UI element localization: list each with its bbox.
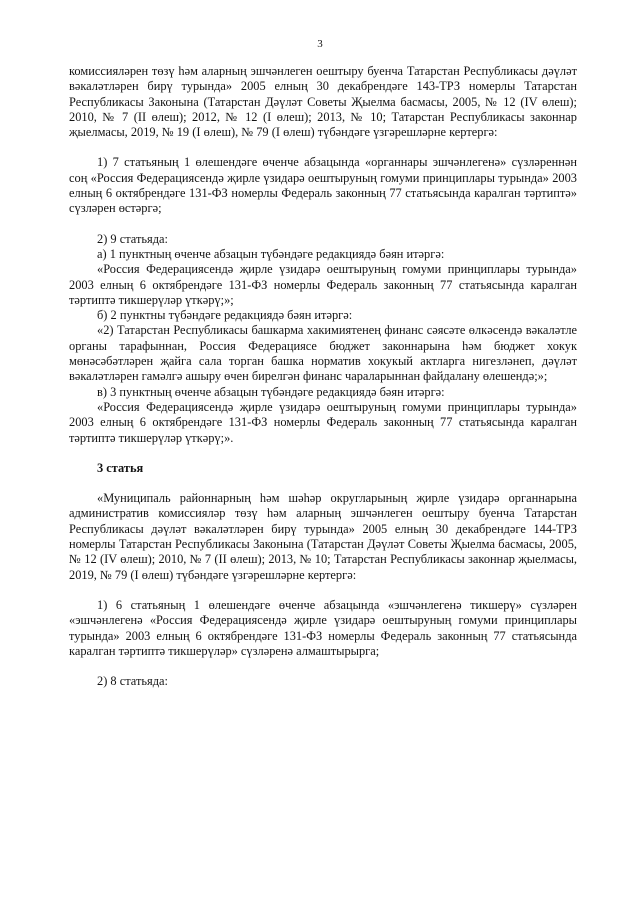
paragraph-law-144-intro: «Муниципаль районнарның һәм шәһәр округларының җирле үзидарә органнарына административ комиссияләр төзү һәм аларның эшчәнлеген оештыру буенча Татарстан Республикасы дәүләт вәкаләтләрен бирү турында» 2005 елның 30 декабрендәге 144-ТРЗ номерлы Татарстан Республикасы Законына (Татарстан Дәүләт Советы Җыелма басмасы, 2005, № 12 (IV өлеш); 2010, № 7 (II өлеш); 2013, № 10; Татарстан Республикасы законнар җыелмасы, 2019, № 79 (I өлеш) түбәндәге үзгәрешләрне кертергә: [69, 491, 577, 582]
document-body [69, 64, 577, 689]
paragraph-quote-v: «Россия Федерациясендә җирле үзидарә оештыруның гомуми принциплары турында» 2003 елның 6 октябрендәге 131-ФЗ номерлы Федераль законның 77 статьясында каралган тәртиптә тикшерүләр үткәрү;». [69, 399, 577, 445]
page-number: 3 [317, 38, 323, 50]
paragraph-quote-b: «2) Татарстан Республикасы башкарма хакимиятенең финанс сәясәте өлкәсендә вәкаләтле органы тарафыннан, Россия Федерациясе бюджет законнарына һәм бюджет хокук мөнәсәбәтләрен җайга сала торган башка норматив хокукый актларга нигезләнеп, дәүләт вәкаләтләрен гамәлгә ашыру өчен бирелгән финанс чараларыннан файдалану өлешендә;»; [69, 323, 577, 384]
paragraph-subitem-b: б) 2 пунктны түбәндәге редакциядә бәян итәргә: [97, 308, 353, 323]
paragraph-item-2: 2) 9 статьяда: [97, 231, 168, 246]
paragraph-art3-item-1: 1) 6 статьяның 1 өлешендәге өченче абзацында «эшчәнлегенә тикшерү» сүзләрен «эшчәнлегенә «Россия Федерациясендә җирле үзидарә оештыруның гомуми принциплары турында» 2003 елның 6 октябрендәге 131-ФЗ номерлы Федераль законның 77 статьясында каралган тәртиптә тикшерүләр» сүзләренә алмаштырырга; [69, 597, 577, 658]
paragraph-subitem-a: а) 1 пунктның өченче абзацын түбәндәге редакциядә бәян итәргә: [97, 246, 445, 261]
paragraph-subitem-v: в) 3 пунктның өченче абзацын түбәндәге редакциядә бәян итәргә: [97, 384, 445, 399]
paragraph-art3-item-2: 2) 8 статьяда: [97, 674, 168, 689]
paragraph-item-1: 1) 7 статьяның 1 өлешендәге өченче абзацында «органнары эшчәнлегенә» сүзләреннән соң «Россия Федерациясендә җирле үзидарә оештыруның гомуми принциплары турында» 2003 елның 6 октябрендәге 131-ФЗ номерлы Федераль законның 77 статьясында каралган тәртиптә» сүзләрен өстәргә; [69, 155, 577, 216]
paragraph-law-143-intro: комиссияләрен төзү һәм аларның эшчәнлеген оештыру буенча Татарстан Республикасы дәүләт вәкаләтләрен бирү турында» 2005 елның 30 декабрендәге 143-ТРЗ номерлы Татарстан Республикасы Законына (Татарстан Дәүләт Советы Җыелма басмасы, 2005, № 12 (IV өлеш); 2010, № 7 (II өлеш); 2012, № 12 (I өлеш); 2013, № 10; Татарстан Республикасы законнар җыелмасы, 2019, № 19 (I өлеш), № 79 (I өлеш) түбәндәге үзгәрешләрне кертергә: [69, 64, 577, 140]
paragraph-quote-a: «Россия Федерациясендә җирле үзидарә оештыруның гомуми принциплары турында» 2003 елның 6 октябрендәге 131-ФЗ номерлы Федераль законның 77 статьясында каралган тәртиптә тикшерүләр үткәрү;»; [69, 262, 577, 307]
article-heading: 3 статья [97, 460, 144, 475]
